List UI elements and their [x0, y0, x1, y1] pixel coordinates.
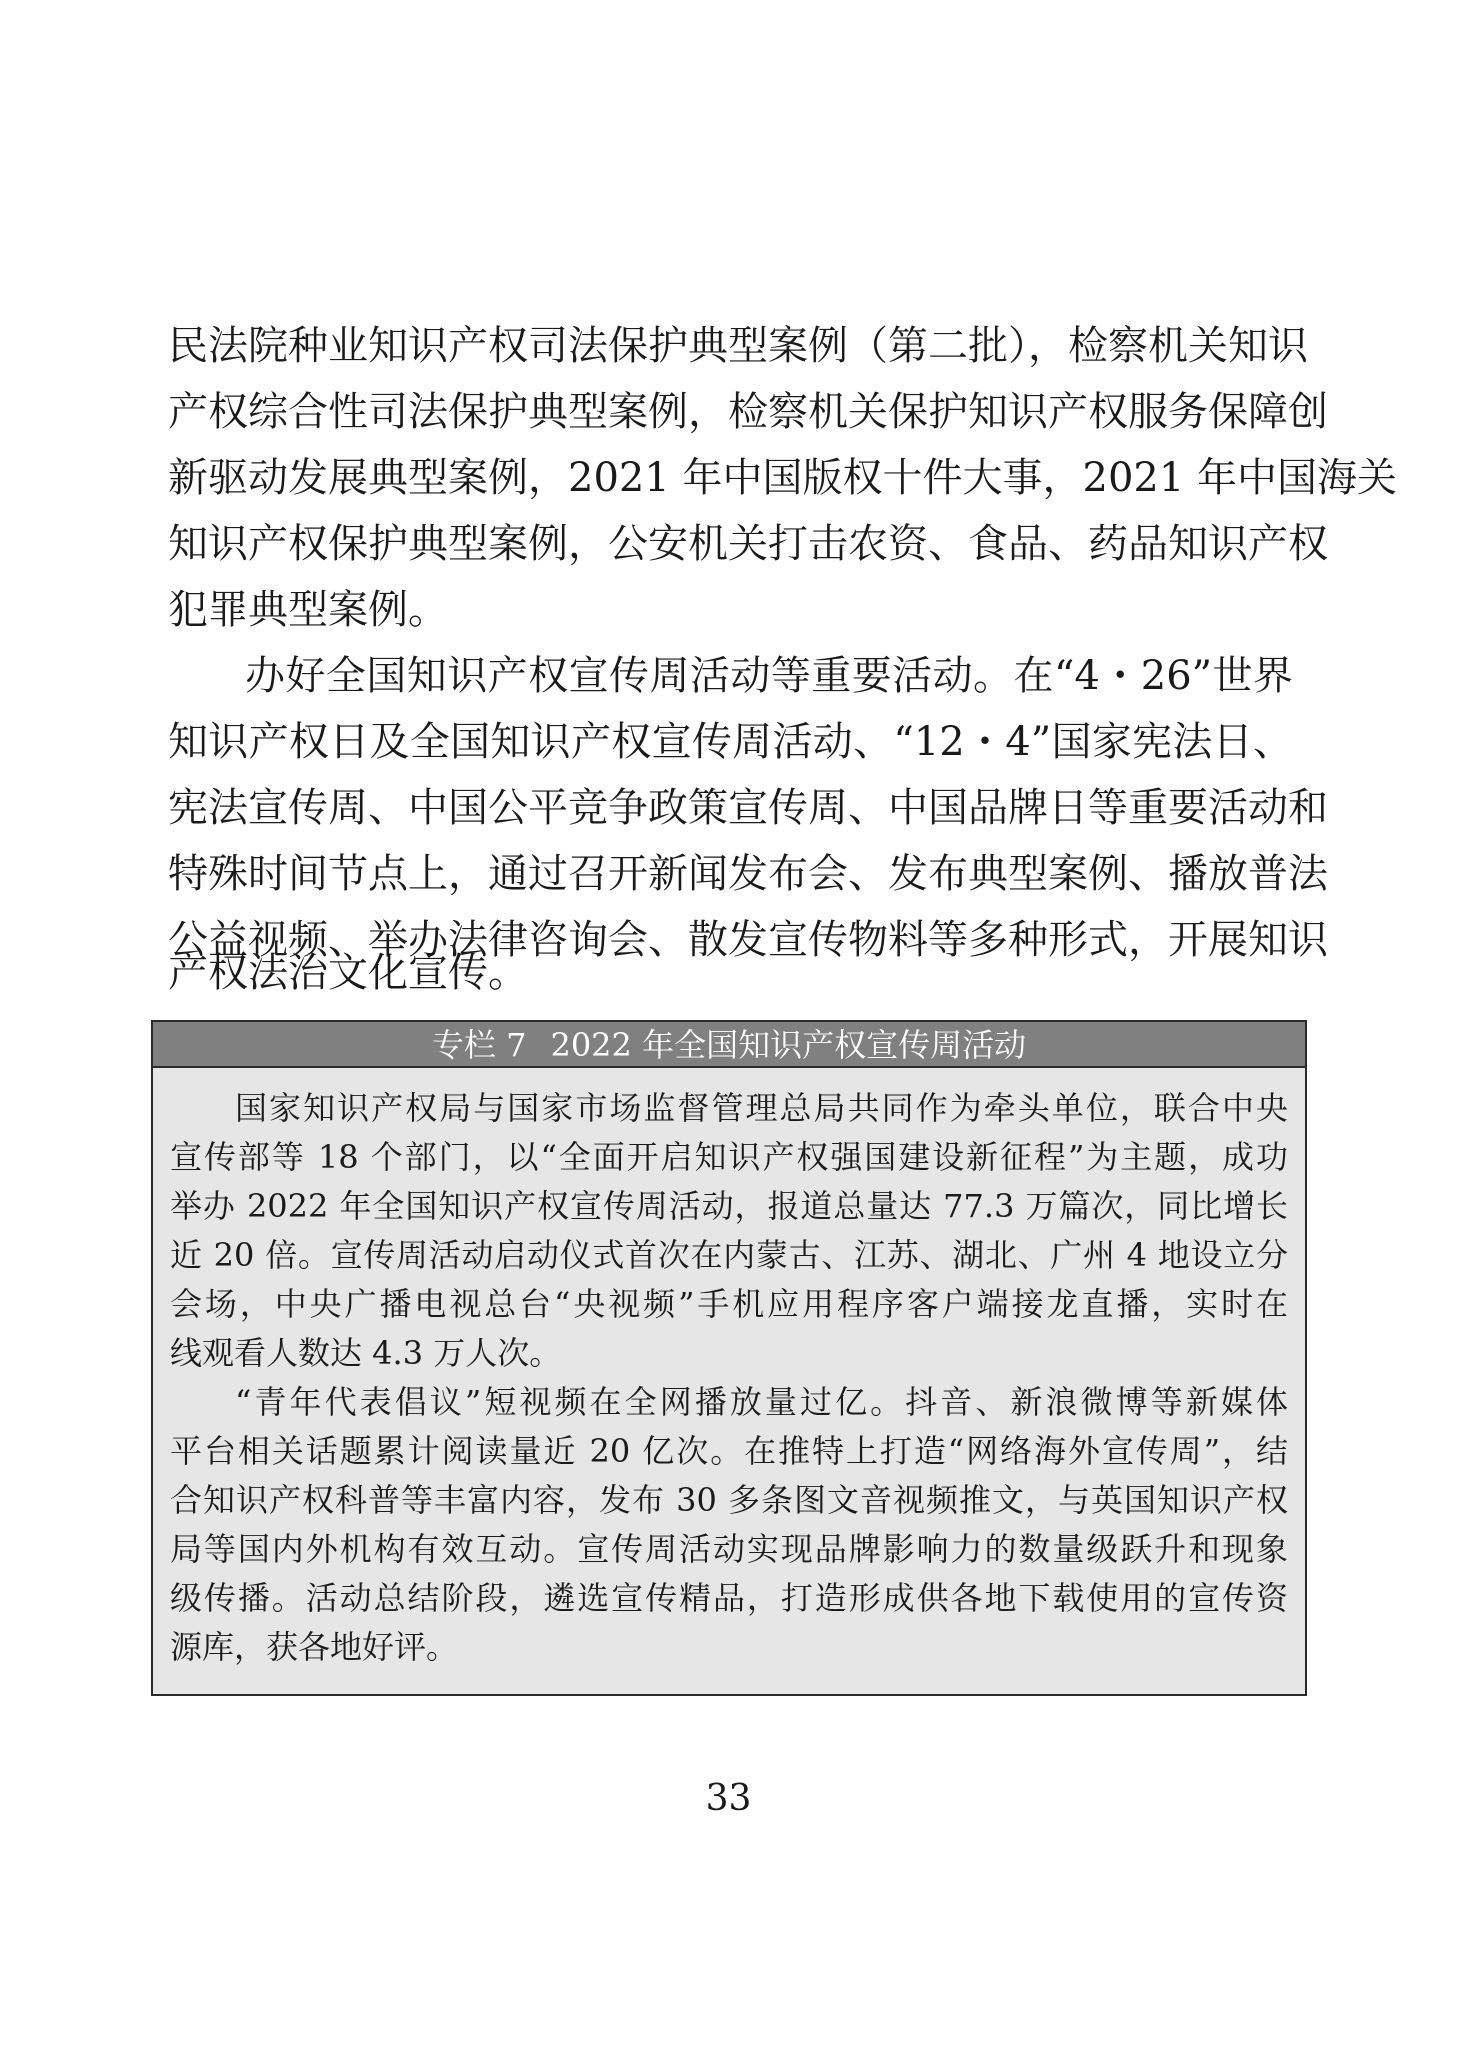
sidebar-text-line: 合知识产权科普等丰富内容，发布 30 多条图文音视频推文，与英国知识产权 — [170, 1481, 1288, 1519]
body-text-line: 民法院种业知识产权司法保护典型案例（第二批），检察机关知识 — [168, 323, 1308, 369]
body-text-line: 宪法宣传周、中国公平竞争政策宣传周、中国品牌日等重要活动和 — [168, 785, 1328, 831]
body-text-line: 知识产权保护典型案例，公安机关打击农资、食品、药品知识产权 — [168, 521, 1328, 567]
sidebar-text-line: 宣传部等 18 个部门，以“全面开启知识产权强国建设新征程”为主题，成功 — [170, 1138, 1288, 1176]
sidebar-text-line: 局等国内外机构有效互动。宣传周活动实现品牌影响力的数量级跃升和现象 — [170, 1530, 1288, 1568]
sidebar-text-line: 级传播。活动总结阶段，遴选宣传精品，打造形成供各地下载使用的宣传资 — [170, 1579, 1288, 1617]
body-text-line: 犯罪典型案例。 — [168, 587, 448, 633]
sidebar-text-line: “青年代表倡议”短视频在全网播放量过亿。抖音、新浪微博等新媒体 — [235, 1383, 1288, 1421]
body-text-line: 产权综合性司法保护典型案例，检察机关保护知识产权服务保障创 — [168, 389, 1328, 435]
sidebar-text-line: 会场，中央广播电视总台“央视频”手机应用程序客户端接龙直播，实时在 — [170, 1285, 1288, 1323]
body-text-line: 公益视频、举办法律咨询会、散发宣传物料等多种形式，开展知识 — [168, 917, 1328, 963]
sidebar-box-title: 2022 年全国知识产权宣传周活动 — [550, 1026, 1027, 1064]
body-text-line: 知识产权日及全国知识产权宣传周活动、“12・4”国家宪法日、 — [168, 719, 1293, 765]
body-text-line: 特殊时间节点上，通过召开新闻发布会、发布典型案例、播放普法 — [168, 851, 1328, 897]
sidebar-text-line: 平台相关话题累计阅读量近 20 亿次。在推特上打造“网络海外宣传周”，结 — [170, 1432, 1288, 1470]
sidebar-box — [151, 1020, 1307, 1696]
sidebar-text-line: 线观看人数达 4.3 万人次。 — [170, 1334, 562, 1372]
sidebar-text-line: 国家知识产权局与国家市场监督管理总局共同作为牵头单位，联合中央 — [235, 1089, 1288, 1127]
sidebar-text-line: 近 20 倍。宣传周活动启动仪式首次在内蒙古、江苏、湖北、广州 4 地设立分 — [170, 1236, 1288, 1274]
sidebar-box-header — [153, 1022, 1305, 1068]
page-number: 33 — [705, 1778, 752, 1819]
sidebar-box-column-label: 专栏 7 — [431, 1026, 527, 1064]
body-text-line: 产权法治文化宣传。 — [168, 950, 528, 996]
body-text-line: 办好全国知识产权宣传周活动等重要活动。在“4・26”世界 — [245, 653, 1293, 699]
body-text-line: 新驱动发展典型案例，2021 年中国版权十件大事，2021 年中国海关 — [168, 455, 1398, 501]
sidebar-text-line: 源库，获各地好评。 — [170, 1628, 459, 1666]
sidebar-text-line: 举办 2022 年全国知识产权宣传周活动，报道总量达 77.3 万篇次，同比增长 — [170, 1187, 1288, 1225]
